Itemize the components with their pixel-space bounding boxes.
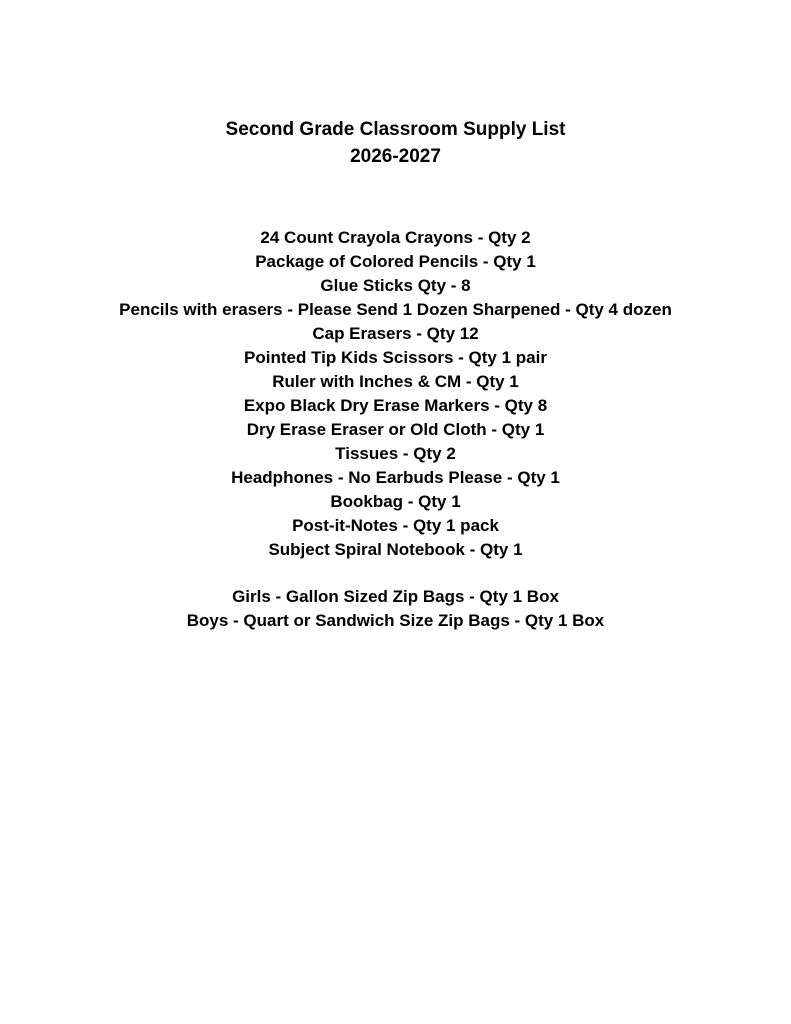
list-item-boys: Boys - Quart or Sandwich Size Zip Bags - Qty 1 Box	[186, 611, 605, 630]
supply-list	[0, 226, 791, 562]
list-item: Dry Erase Eraser or Old Cloth - Qty 1	[246, 420, 545, 439]
list-item: Subject Spiral Notebook - Qty 1	[268, 540, 523, 559]
list-item: Cap Erasers - Qty 12	[312, 324, 479, 343]
list-item: Ruler with Inches & CM - Qty 1	[272, 372, 519, 391]
page-title: Second Grade Classroom Supply List	[225, 119, 566, 140]
bag-list	[0, 585, 791, 633]
list-item: 24 Count Crayola Crayons - Qty 2	[260, 228, 531, 247]
title-block	[0, 116, 791, 170]
list-item: Post-it-Notes - Qty 1 pack	[292, 516, 499, 535]
list-item: Headphones - No Earbuds Please - Qty 1	[231, 468, 560, 487]
list-item: Expo Black Dry Erase Markers - Qty 8	[243, 396, 548, 415]
list-item: Package of Colored Pencils - Qty 1	[255, 252, 536, 271]
list-item: Glue Sticks Qty - 8	[320, 276, 471, 295]
list-item: Pointed Tip Kids Scissors - Qty 1 pair	[244, 348, 547, 367]
list-item: Tissues - Qty 2	[335, 444, 456, 463]
list-item: Pencils with erasers - Please Send 1 Dozen Sharpened - Qty 4 dozen	[119, 300, 672, 319]
list-item-girls: Girls - Gallon Sized Zip Bags - Qty 1 Box	[232, 587, 559, 606]
list-item: Bookbag - Qty 1	[330, 492, 461, 511]
school-year: 2026-2027	[350, 146, 441, 167]
